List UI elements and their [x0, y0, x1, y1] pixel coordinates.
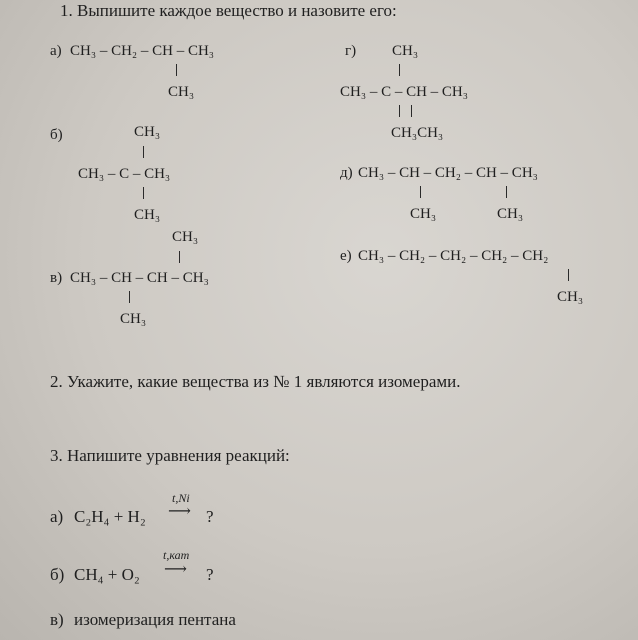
formula-b-label: б): [50, 127, 63, 143]
formula-a-branch: CH₃: [168, 84, 195, 100]
formula-v-label: в): [50, 270, 63, 286]
reaction-v-text: изомеризация пентана: [74, 610, 236, 629]
reaction-v-label: в): [50, 610, 64, 629]
reaction-b-label: б): [50, 565, 65, 584]
bond-line: [143, 187, 144, 199]
bond-line: [399, 105, 400, 117]
formula-g-label: г): [345, 43, 357, 59]
formula-b-main-chain: CH₃ – C – CH₃: [78, 166, 171, 182]
formula-g-top-branch: CH₃: [392, 43, 419, 59]
formula-g-bottom-branches: CH₃CH₃: [391, 125, 444, 141]
formula-b-bottom-branch: CH₃: [134, 207, 161, 223]
reaction-b-reactants: CH₄ + O₂: [74, 565, 140, 584]
formula-e-main-chain: CH₃ – CH₂ – CH₂ – CH₂ – CH₂: [358, 248, 549, 264]
formula-d-branch-1: CH₃: [410, 206, 437, 222]
bond-line: [568, 269, 569, 281]
task2-heading: 2. Укажите, какие вещества из № 1 являются изомерами.: [50, 372, 461, 391]
formula-d-branch-2: CH₃: [497, 206, 524, 222]
reaction-a-reactants: C₂H₄ + H₂: [74, 507, 146, 526]
formula-d-main-chain: CH₃ – CH – CH₂ – CH – CH₃: [358, 165, 538, 181]
reaction-arrow-icon: ⟶: [164, 561, 187, 578]
task1-heading: 1. Выпишите каждое вещество и назовите его:: [60, 1, 397, 20]
bond-line: [506, 186, 507, 198]
bond-line: [129, 291, 130, 303]
reaction-a-label: а): [50, 507, 64, 526]
formula-v-bottom-branch: CH₃: [120, 311, 147, 327]
bond-line: [143, 146, 144, 158]
formula-b-top-branch: CH₃: [134, 124, 161, 140]
formula-g-main-chain: CH₃ – C – CH – CH₃: [340, 84, 468, 100]
formula-d-label: д): [340, 165, 353, 181]
bond-line: [176, 64, 177, 76]
reaction-a-product: ?: [206, 507, 214, 526]
formula-v-main-chain: CH₃ – CH – CH – CH₃: [70, 270, 209, 286]
formula-e-branch: CH₃: [557, 289, 584, 305]
formula-a-main-chain: CH₃ – CH₂ – CH – CH₃: [70, 43, 215, 59]
task3-heading: 3. Напишите уравнения реакций:: [50, 446, 290, 465]
bond-line: [420, 186, 421, 198]
reaction-a-conditions: t,Ni: [172, 491, 190, 505]
bond-line: [411, 105, 412, 117]
bond-line: [399, 64, 400, 76]
formula-a-label: а): [50, 43, 62, 59]
formula-v-top-branch: CH₃: [172, 229, 199, 245]
formula-e-label: е): [340, 248, 352, 264]
reaction-arrow-icon: ⟶: [168, 503, 191, 520]
bond-line: [179, 251, 180, 263]
reaction-b-conditions: t,кат: [163, 548, 190, 562]
reaction-b-product: ?: [206, 565, 214, 584]
